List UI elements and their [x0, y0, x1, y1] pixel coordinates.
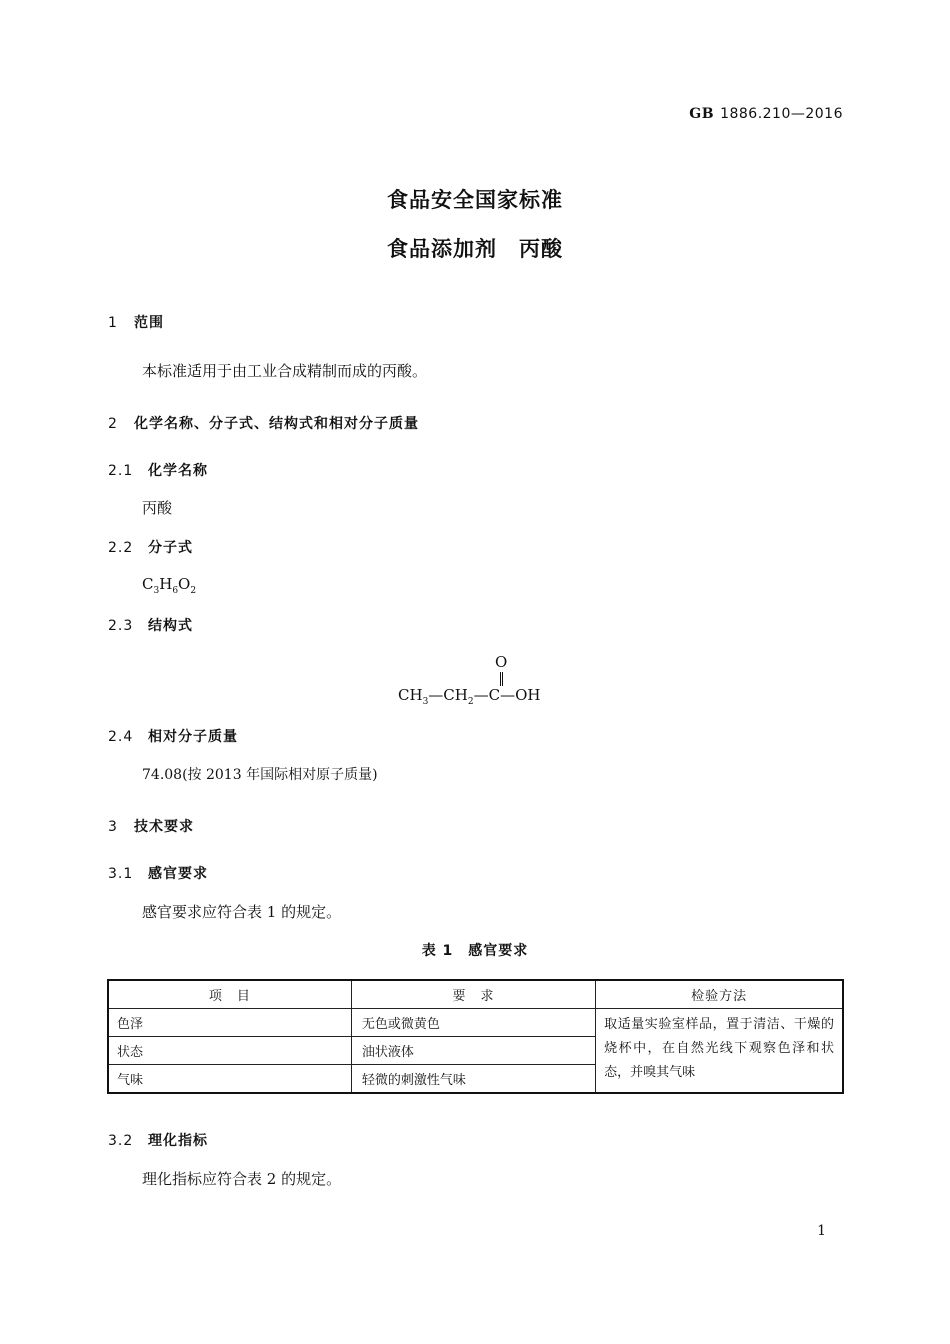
- table-1-caption: 表 1 感官要求: [421, 943, 529, 959]
- test-method: 取适量实验室样品，置于清洁、干燥的烧杯中，在自然光线下观察色泽和状态，并嗅其气味: [596, 1009, 843, 1094]
- table-header-row: [108, 980, 843, 1009]
- document-subtitle: 食品添加剂 丙酸: [387, 237, 563, 261]
- sensory-requirements-table: [107, 979, 844, 1094]
- carbonyl-oxygen: O: [495, 653, 508, 671]
- section-heading-3-1: 3.1 感官要求: [108, 866, 208, 882]
- standard-code: [689, 106, 843, 122]
- row-requirement: 无色或微黄色: [351, 1009, 595, 1037]
- header-item: 项 目: [108, 980, 351, 1009]
- table-row: [108, 1009, 843, 1037]
- page-number: 1: [817, 1223, 826, 1239]
- row-requirement: 轻微的刺激性气味: [351, 1065, 595, 1094]
- section-heading-3: 3 技术要求: [108, 819, 194, 835]
- chemical-name: 丙酸: [142, 499, 173, 517]
- section-heading-2-4: 2.4 相对分子质量: [108, 729, 238, 745]
- section-heading-1: 1 范围: [108, 315, 164, 331]
- molecular-formula: $C_3H_6O_2$: [142, 575, 197, 596]
- row-item: 色泽: [108, 1009, 351, 1037]
- double-bond: [500, 672, 503, 686]
- document-title: 食品安全国家标准: [387, 188, 563, 212]
- section-heading-2-3: 2.3 结构式: [108, 618, 193, 634]
- section-3-1-body: 感官要求应符合表 1 的规定。: [142, 903, 342, 921]
- row-item: 气味: [108, 1065, 351, 1094]
- section-heading-3-2: 3.2 理化指标: [108, 1133, 208, 1149]
- header-method: 检验方法: [596, 980, 843, 1009]
- standard-prefix: GB: [689, 106, 715, 122]
- section-heading-2-1: 2.1 化学名称: [108, 463, 208, 479]
- row-item: 状态: [108, 1037, 351, 1065]
- standard-number: 1886.210—2016: [720, 106, 843, 122]
- section-3-2-body: 理化指标应符合表 2 的规定。: [142, 1170, 342, 1188]
- row-requirement: 油状液体: [351, 1037, 595, 1065]
- section-1-body: 本标准适用于由工业合成精制而成的丙酸。: [142, 362, 428, 380]
- section-heading-2-2: 2.2 分子式: [108, 540, 193, 556]
- header-requirement: 要 求: [351, 980, 595, 1009]
- structure-chain: $CH_3—CH_2—C—OH$: [398, 686, 541, 707]
- molecular-mass: 74.08(按 2013 年国际相对原子质量): [142, 767, 378, 783]
- section-heading-2: 2 化学名称、分子式、结构式和相对分子质量: [108, 416, 419, 432]
